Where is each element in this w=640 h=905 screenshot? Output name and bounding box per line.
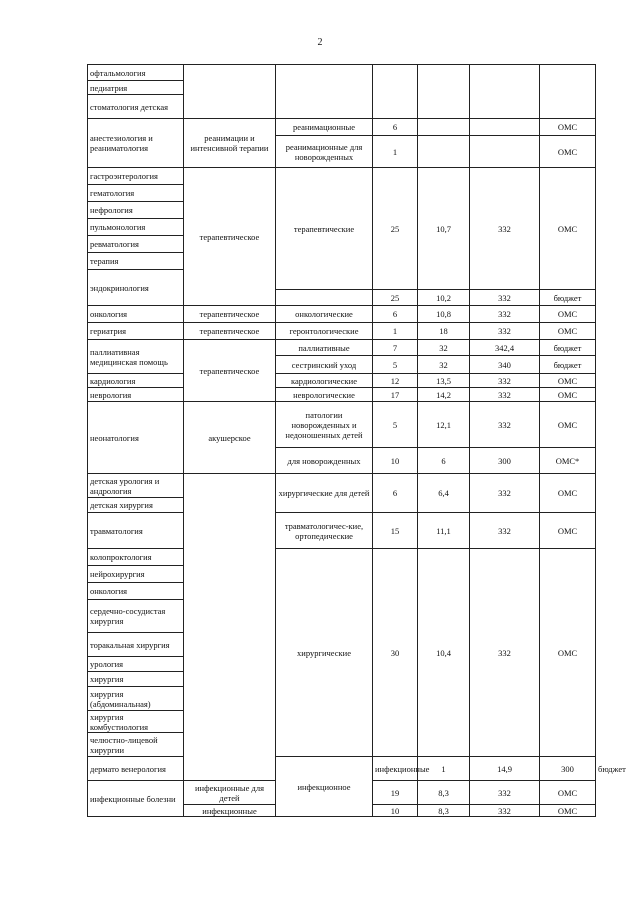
avg-stay-cell: 10,7: [418, 168, 470, 290]
specialty-cell: пульмонология: [88, 219, 184, 236]
department-cell: реанимации и интенсивной терапии: [184, 119, 276, 168]
turnover-cell: 342,4: [470, 340, 540, 356]
specialty-cell: торакальная хирургия: [88, 633, 184, 657]
specialty-cell: урология: [88, 657, 184, 672]
department-cell: терапевтическое: [184, 340, 276, 402]
table-row: [88, 168, 596, 185]
specialty-cell: колопроктология: [88, 549, 184, 566]
turnover-cell: 332: [470, 388, 540, 402]
department-cell: инфекционное: [276, 757, 373, 817]
table-row: [88, 513, 596, 549]
avg-stay-cell: 8,3: [418, 805, 470, 817]
funding-cell: ОМС: [540, 323, 596, 340]
department-cell: [184, 474, 276, 781]
avg-stay-cell: [418, 119, 470, 136]
beds-cell: 7: [373, 340, 418, 356]
specialty-cell: неврология: [88, 388, 184, 402]
avg-stay-cell: 8,3: [418, 781, 470, 805]
funding-cell: ОМС*: [540, 448, 596, 474]
table-row: [88, 374, 596, 388]
funding-cell: [540, 65, 596, 119]
beds-cell: 10: [373, 805, 418, 817]
funding-cell: бюджет: [540, 356, 596, 374]
specialty-cell: анестезиология и реаниматология: [88, 119, 184, 168]
beds-cell: 6: [373, 306, 418, 323]
turnover-cell: 332: [470, 374, 540, 388]
funding-cell: ОМС: [540, 805, 596, 817]
beds-cell: 1: [373, 323, 418, 340]
avg-stay-cell: 10,4: [418, 549, 470, 757]
avg-stay-cell: [418, 136, 470, 168]
avg-stay-cell: 10,2: [418, 290, 470, 306]
avg-stay-cell: 10,8: [418, 306, 470, 323]
avg-stay-cell: 11,1: [418, 513, 470, 549]
page-number: 2: [317, 37, 323, 48]
bed-profile-cell: инфекционные: [184, 805, 276, 817]
turnover-cell: [470, 119, 540, 136]
specialty-cell: кардиология: [88, 374, 184, 388]
bed-profile-cell: травматологичес-кие, ортопедические: [276, 513, 373, 549]
table-row: дермато венерология инфекционное инфекционные 1 14,9 300 бюджет: [88, 757, 596, 781]
beds-cell: 6: [373, 119, 418, 136]
turnover-cell: 300: [470, 448, 540, 474]
avg-stay-cell: 6,4: [418, 474, 470, 513]
table-row: [88, 340, 596, 356]
specialty-cell: хирургия: [88, 672, 184, 687]
beds-cell: 6: [373, 474, 418, 513]
bed-profile-cell: реанимационные: [276, 119, 373, 136]
turnover-cell: 332: [470, 290, 540, 306]
beds-cell: 12: [373, 374, 418, 388]
bed-profile-cell: реанимационные для новорожденных: [276, 136, 373, 168]
funding-cell: ОМС: [540, 549, 596, 757]
specialty-cell: гастроэнтерология: [88, 168, 184, 185]
avg-stay-cell: 32: [418, 340, 470, 356]
funding-cell: бюджет: [540, 290, 596, 306]
bed-capacity-table: [87, 64, 626, 817]
table-row: [88, 402, 596, 448]
specialty-cell: педиатрия: [88, 81, 184, 95]
table-row: [88, 306, 596, 323]
beds-cell: 30: [373, 549, 418, 757]
specialty-cell: онкология: [88, 583, 184, 600]
funding-cell: ОМС: [540, 402, 596, 448]
specialty-cell: челюстно-лицевой хирургии: [88, 733, 184, 757]
beds-cell: 5: [373, 402, 418, 448]
bed-profile-cell: хирургические для детей: [276, 474, 373, 513]
avg-stay-cell: 13,5: [418, 374, 470, 388]
funding-cell: ОМС: [540, 781, 596, 805]
table-row: [88, 388, 596, 402]
bed-profile-cell: патологии новорожденных и недоношенных детей: [276, 402, 373, 448]
funding-cell: ОМС: [540, 119, 596, 136]
bed-profile-cell: неврологические: [276, 388, 373, 402]
specialty-cell: паллиативная медицинская помощь: [88, 340, 184, 374]
turnover-cell: [470, 65, 540, 119]
specialty-cell: офтальмология: [88, 65, 184, 81]
avg-stay-cell: [418, 65, 470, 119]
avg-stay-cell: 18: [418, 323, 470, 340]
department-cell: терапевтическое: [184, 168, 276, 306]
turnover-cell: 332: [470, 805, 540, 817]
beds-cell: 5: [373, 356, 418, 374]
funding-cell: ОМС: [540, 513, 596, 549]
funding-cell: ОМС: [540, 474, 596, 513]
specialty-cell: гериатрия: [88, 323, 184, 340]
turnover-cell: 332: [470, 513, 540, 549]
turnover-cell: 332: [470, 168, 540, 290]
specialty-cell: нефрология: [88, 202, 184, 219]
beds-cell: 1: [373, 136, 418, 168]
funding-cell: ОМС: [540, 168, 596, 290]
bed-profile-cell: сестринский уход: [276, 356, 373, 374]
turnover-cell: 340: [470, 356, 540, 374]
turnover-cell: 332: [470, 474, 540, 513]
avg-stay-cell: 14,2: [418, 388, 470, 402]
turnover-cell: 332: [470, 306, 540, 323]
bed-profile-cell: терапевтические: [276, 168, 373, 290]
bed-profile-cell: паллиативные: [276, 340, 373, 356]
avg-stay-cell: 14,9: [470, 757, 540, 781]
beds-cell: [373, 65, 418, 119]
department-cell: [184, 65, 276, 119]
turnover-cell: 332: [470, 323, 540, 340]
specialty-cell: хирургия комбустиология: [88, 711, 184, 733]
specialty-cell: терапия: [88, 253, 184, 270]
specialty-cell: неонатология: [88, 402, 184, 474]
department-cell: терапевтическое: [184, 323, 276, 340]
specialty-cell: детская хирургия: [88, 498, 184, 513]
turnover-cell: 332: [470, 549, 540, 757]
table-row: [88, 65, 596, 81]
avg-stay-cell: 12,1: [418, 402, 470, 448]
beds-cell: 10: [373, 448, 418, 474]
bed-profile-cell: инфекционные: [373, 757, 418, 781]
bed-profile-cell: геронтологические: [276, 323, 373, 340]
table-row: [88, 323, 596, 340]
specialty-cell: травматология: [88, 513, 184, 549]
turnover-cell: 332: [470, 781, 540, 805]
beds-cell: 17: [373, 388, 418, 402]
turnover-cell: 332: [470, 402, 540, 448]
specialty-cell: детская урология и андрология: [88, 474, 184, 498]
funding-cell: бюджет: [540, 340, 596, 356]
specialty-cell: онкология: [88, 306, 184, 323]
specialty-cell: сердечно-сосудистая хирургия: [88, 600, 184, 633]
specialty-cell: дермато венерология: [88, 757, 184, 781]
beds-cell: 15: [373, 513, 418, 549]
specialty-cell: нейрохирургия: [88, 566, 184, 583]
funding-cell: ОМС: [540, 306, 596, 323]
specialty-cell: стоматология детская: [88, 95, 184, 119]
department-cell: акушерское: [184, 402, 276, 474]
bed-profile-cell: онкологические: [276, 306, 373, 323]
specialty-cell: гематология: [88, 185, 184, 202]
specialty-cell: хирургия (абдоминальная): [88, 687, 184, 711]
funding-cell: ОМС: [540, 388, 596, 402]
bed-profile-cell: кардиологические: [276, 374, 373, 388]
turnover-cell: 300: [540, 757, 596, 781]
table-row: [88, 119, 596, 136]
beds-cell: 19: [373, 781, 418, 805]
bed-profile-cell: [276, 65, 373, 119]
bed-profile-cell: инфекционные для детей: [184, 781, 276, 805]
turnover-cell: [470, 136, 540, 168]
funding-cell: ОМС: [540, 374, 596, 388]
table-row: [88, 549, 596, 566]
specialty-cell: эндокринология: [88, 270, 184, 306]
specialty-cell: инфекционные болезни: [88, 781, 184, 817]
beds-cell: 1: [418, 757, 470, 781]
avg-stay-cell: 6: [418, 448, 470, 474]
beds-cell: 25: [373, 168, 418, 290]
specialty-cell: ревматология: [88, 236, 184, 253]
bed-profile-cell: [276, 290, 373, 306]
bed-profile-cell: хирургические: [276, 549, 373, 757]
bed-profile-cell: для новорожденных: [276, 448, 373, 474]
avg-stay-cell: 32: [418, 356, 470, 374]
funding-cell: ОМС: [540, 136, 596, 168]
beds-cell: 25: [373, 290, 418, 306]
department-cell: терапевтическое: [184, 306, 276, 323]
table-row: [88, 474, 596, 498]
